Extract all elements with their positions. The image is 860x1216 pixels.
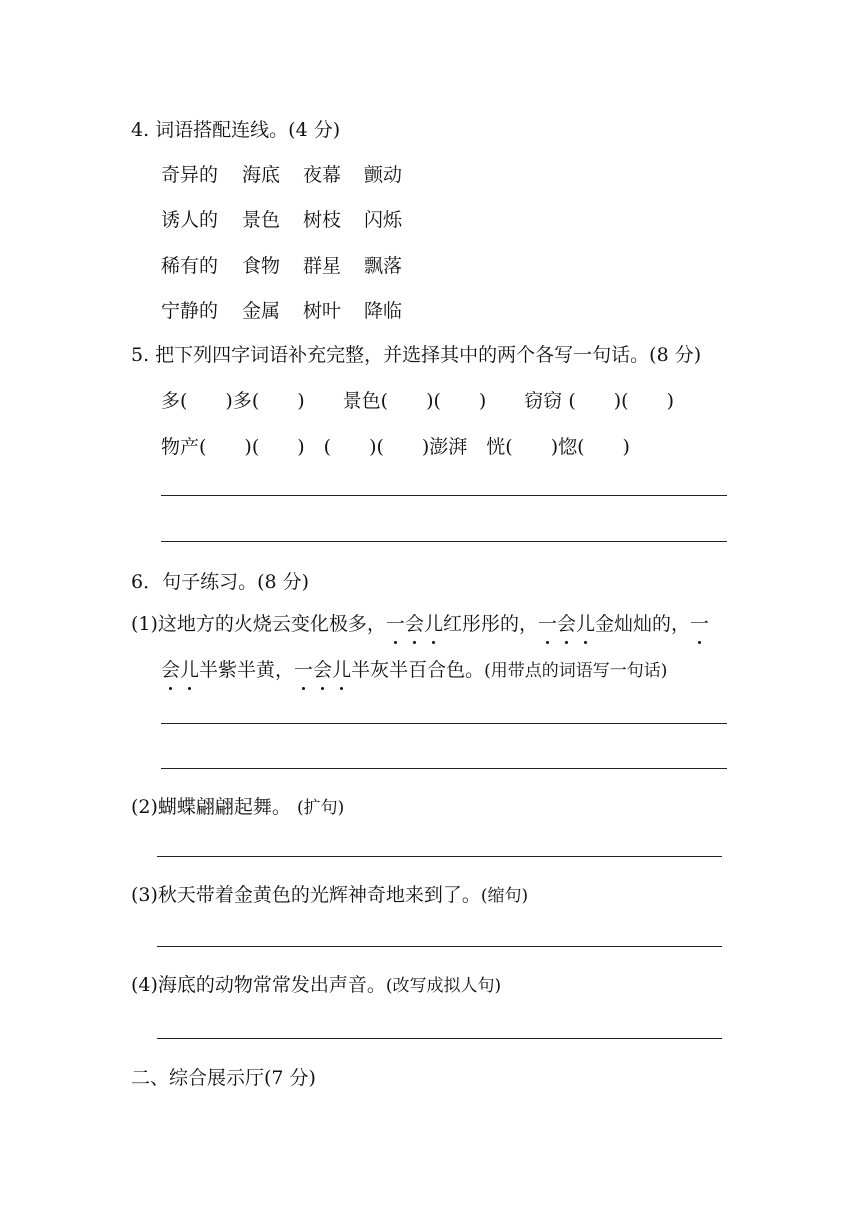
- emphasis-dot-char: 一: [294, 655, 313, 682]
- answer-line: [161, 768, 727, 769]
- emphasis-dot-char: 儿: [180, 655, 199, 682]
- q6-sentence-1-line-2: [161, 655, 667, 682]
- q6-sentence-1-line-1: [131, 609, 709, 636]
- q4-word: 树枝: [303, 209, 342, 231]
- q6-sentence-3: [131, 880, 528, 907]
- instruction-note: (缩句): [480, 886, 529, 906]
- q6-sentence-2: [131, 792, 344, 819]
- emphasis-dot-char: 儿: [332, 655, 351, 682]
- q4-word: 海底: [242, 164, 281, 186]
- answer-line: [157, 946, 722, 947]
- q4-word: 食物: [242, 255, 281, 277]
- sentence-text: 半灰半百合色。: [351, 659, 485, 681]
- q4-word-row: [161, 296, 402, 323]
- q4-word: 降临: [364, 300, 403, 322]
- q4-word: 金属: [242, 300, 281, 322]
- dotted-word: [386, 613, 443, 635]
- q4-word: 奇异的: [161, 164, 219, 186]
- sentence-text: (4)海底的动物常常发出声音。: [131, 974, 386, 996]
- emphasis-dot-char: 一: [386, 609, 405, 636]
- answer-line: [157, 856, 722, 857]
- emphasis-dot-char: 一: [538, 609, 557, 636]
- answer-line: [161, 723, 727, 724]
- instruction-note: (扩句): [296, 798, 345, 818]
- q4-word: 诱人的: [161, 209, 219, 231]
- sentence-text: (1)这地方的火烧云变化极多，: [131, 613, 386, 635]
- dotted-word: [690, 613, 709, 635]
- sentence-text: (3)秋天带着金黄色的光辉神奇地来到了。: [131, 884, 481, 906]
- q6-title: 6．句子练习。(8 分): [131, 571, 310, 593]
- dotted-word: [538, 613, 595, 635]
- emphasis-dot-char: 会: [557, 609, 576, 636]
- q4-word: 树叶: [303, 300, 342, 322]
- q5-title: 5. 把下列四字词语补充完整，并选择其中的两个各写一句话。(8 分): [131, 344, 702, 366]
- emphasis-dot-char: 会: [405, 609, 424, 636]
- emphasis-dot-char: 儿: [576, 609, 595, 636]
- q4-word: 飘落: [364, 255, 403, 277]
- instruction-note: (用带点的词语写一句话): [484, 661, 668, 681]
- q4-word: 夜幕: [303, 164, 342, 186]
- q4-word: 稀有的: [161, 255, 219, 277]
- instruction-note: (改写成拟人句): [385, 976, 502, 996]
- answer-line: [161, 541, 727, 542]
- q4-word-row: [161, 205, 402, 232]
- q4-word: 景色: [242, 209, 281, 231]
- sentence-text: 红彤彤的，: [442, 613, 538, 635]
- q4-word: 闪烁: [364, 209, 403, 231]
- dotted-word: [161, 659, 199, 681]
- answer-line: [157, 1038, 722, 1039]
- emphasis-dot-char: 会: [313, 655, 332, 682]
- sentence-text: (2)蝴蝶翩翩起舞。: [131, 796, 291, 818]
- dotted-word: [294, 659, 351, 681]
- q4-title: 4. 词语搭配连线。(4 分): [131, 119, 341, 141]
- sentence-text: 金灿灿的，: [595, 613, 691, 635]
- q6-sentence-4: [131, 970, 501, 997]
- q5-idiom-line-1: 多( )多( ) 景色( )( ) 窃窃 ( )( ): [161, 390, 674, 412]
- q4-word-row: [161, 251, 402, 278]
- q4-word: 颤动: [364, 164, 403, 186]
- q4-word-row: [161, 160, 402, 187]
- answer-line: [161, 495, 727, 496]
- q5-idiom-line-2: 物产( )( ) ( )( )澎湃 恍( )惚( ): [161, 436, 630, 458]
- q4-word: 群星: [303, 255, 342, 277]
- sentence-text: 半紫半黄，: [199, 659, 295, 681]
- q4-word: 宁静的: [161, 300, 219, 322]
- section-2-title: 二、综合展示厅(7 分): [131, 1067, 316, 1089]
- emphasis-dot-char: 儿: [424, 609, 443, 636]
- emphasis-dot-char: 会: [161, 655, 180, 682]
- emphasis-dot-char: 一: [690, 609, 709, 636]
